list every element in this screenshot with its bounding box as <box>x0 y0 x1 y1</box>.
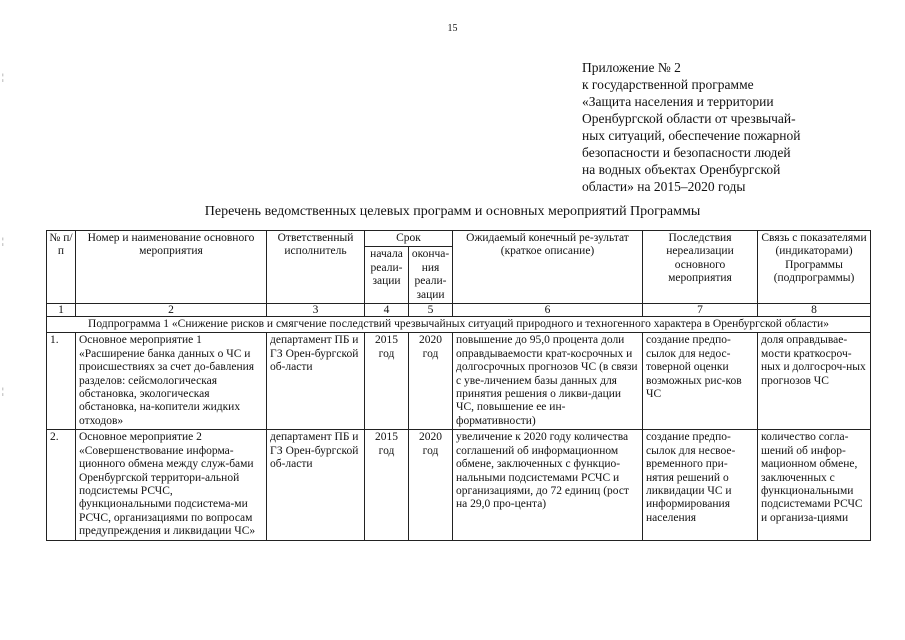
row-number: 2. <box>47 430 76 540</box>
indicator-link: количество согла-шений об инфор-мационном обмене, заключенных с функциональными подсистемами РСЧС и организа-циями <box>758 430 871 540</box>
header-result: Ожидаемый конечный ре-зультат (краткое описание) <box>453 231 643 304</box>
appendix-note <box>582 59 882 195</box>
measure-name: Основное мероприятие 2 «Совершенствование информа-ционного обмена между служ-бами Оренбургской территори-альной подсистемы РСЧС, функциональными подсистема-ми РСЧС, организациями по вопросам предупреждения и ликвидации ЧС» <box>76 430 267 540</box>
header-executor: Ответственный исполнитель <box>267 231 365 304</box>
col-number: 1 <box>47 304 76 317</box>
subprogram-row <box>47 317 871 333</box>
page-number: 15 <box>447 23 458 34</box>
header-start: начала реали-зации <box>365 247 409 304</box>
col-number: 5 <box>409 304 453 317</box>
document-title: Перечень ведомственных целевых программ и основных мероприятий Программы <box>204 204 701 219</box>
header-link: Связь с показателями (индикаторами) Программы (подпрограммы) <box>758 231 871 304</box>
subprogram-title: Подпрограмма 1 «Снижение рисков и смягчение последствий чрезвычайных ситуаций природного и техногенного характера в Оренбургской области» <box>47 317 871 333</box>
appendix-line: Оренбургской области от чрезвычай- <box>582 111 796 126</box>
header-no: № п/п <box>47 231 76 304</box>
appendix-line: на водных объектах Оренбургской <box>582 162 781 177</box>
table-row <box>47 430 871 540</box>
expected-result: повышение до 95,0 процента доли оправдываемости крат-косрочных и долгосрочных прогнозов ЧС (в связи с уве-личением базы данных для принятия решения о ликви-дации ЧС, повышение ее ин-формативности) <box>453 333 643 430</box>
margin-mark: ¦ <box>2 386 4 396</box>
header-name: Номер и наименование основного мероприятия <box>76 231 267 304</box>
col-number: 3 <box>267 304 365 317</box>
end-year: 2020 год <box>409 333 453 430</box>
col-number: 8 <box>758 304 871 317</box>
expected-result: увеличение к 2020 году количества соглашений об информационном обмене, заключенных с функцио-нальными подсистемами РСЧС и организациями, до 72 единиц (рост на 29,0 про-цента) <box>453 430 643 540</box>
row-number: 1. <box>47 333 76 430</box>
appendix-line: безопасности и безопасности людей <box>582 145 791 160</box>
appendix-line: области» на 2015–2020 годы <box>582 179 746 194</box>
table-row <box>47 333 871 430</box>
header-end: оконча-ния реали-зации <box>409 247 453 304</box>
appendix-line: ных ситуаций, обеспечение пожарной <box>582 128 801 143</box>
measure-name: Основное мероприятие 1 «Расширение банка данных о ЧС и происшествиях за счет до-бавления разделов: сейсмологическая обстановка, экологическая обстановка, на-копители жидких отходов» <box>76 333 267 430</box>
margin-mark: ¦ <box>2 72 4 82</box>
header-term: Срок <box>365 231 453 247</box>
col-number: 7 <box>643 304 758 317</box>
header-row <box>47 231 871 247</box>
column-number-row <box>47 304 871 317</box>
consequences: создание предпо-сылок для несвое-временного при-нятия решений о ликвидации ЧС и информирования населения <box>643 430 758 540</box>
start-year: 2015 год <box>365 333 409 430</box>
appendix-line: «Защита населения и территории <box>582 94 774 109</box>
executor: департамент ПБ и ГЗ Орен-бургской об-ласти <box>267 430 365 540</box>
header-consequences: Последствия нереализации основного мероприятия <box>643 231 758 304</box>
end-year: 2020 год <box>409 430 453 540</box>
appendix-line: к государственной программе <box>582 77 754 92</box>
indicator-link: доля оправдывае-мости краткосроч-ных и долгосроч-ных прогнозов ЧС <box>758 333 871 430</box>
executor: департамент ПБ и ГЗ Орен-бургской об-ласти <box>267 333 365 430</box>
consequences: создание предпо-сылок для недос-товерной оценки возможных рис-ков ЧС <box>643 333 758 430</box>
margin-mark: ¦ <box>2 236 4 246</box>
col-number: 4 <box>365 304 409 317</box>
col-number: 6 <box>453 304 643 317</box>
measures-table <box>46 230 871 541</box>
start-year: 2015 год <box>365 430 409 540</box>
appendix-line: Приложение № 2 <box>582 60 681 75</box>
col-number: 2 <box>76 304 267 317</box>
